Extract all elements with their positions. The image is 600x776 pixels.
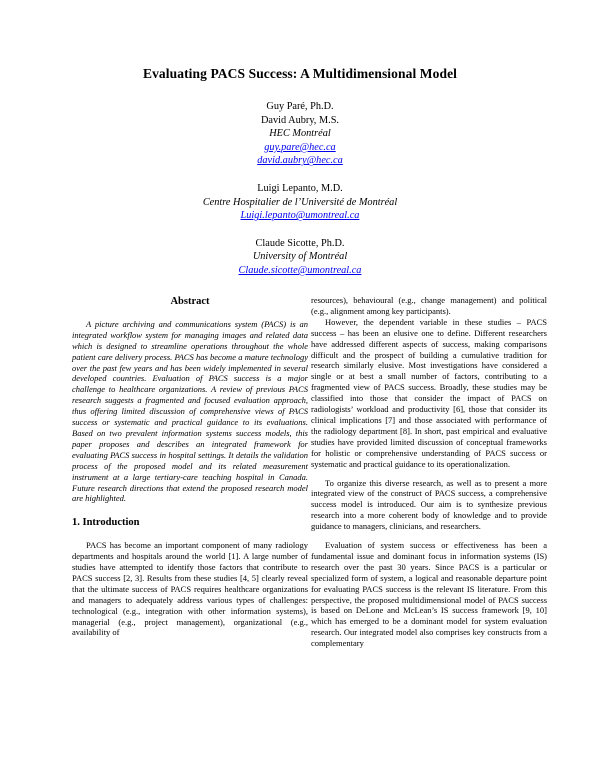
author-email-link[interactable]: guy.pare@hec.ca	[264, 141, 336, 153]
right-column	[311, 295, 547, 649]
author-email-link[interactable]: Luigi.lepanto@umontreal.ca	[240, 210, 360, 222]
body-paragraph: To organize this diverse research, as well as to present a more integrated view of the construct of PACS success, a comprehensive success model is introduced. Our aim is to synthesize previous research into a more coherent body of knowledge and to provide guidance to managers, clinicians, and researchers.	[311, 477, 547, 532]
left-column	[72, 297, 308, 638]
body-paragraph: resources), behavioural (e.g., change management) and political (e.g., alignment among key participants).	[311, 295, 547, 316]
author-name: Claude Sicotte, Ph.D.	[255, 237, 345, 249]
body-paragraph: Evaluation of system success or effectiveness has been a fundamental issue and dominant focus in information systems (IS) research over the past 30 years. Since PACS is a particular or specialized form of system, a logical and reasonable departure point for evaluating PACS success is the relevant IS literature. From this perspective, the proposed multidimensional model of PACS success is based on DeLone and McLean’s IS success framework [9, 10] which has emerged to be a dominant model for system evaluation research. Our integrated model also comprises key constructs from a complementary	[311, 540, 547, 649]
author-name: David Aubry, M.S.	[261, 114, 339, 126]
author-name: Guy Paré, Ph.D.	[266, 101, 334, 112]
author-email-link[interactable]: david.aubry@hec.ca	[257, 155, 343, 167]
author-affiliation: University of Montréal	[252, 251, 348, 263]
author-affiliation: HEC Montréal	[269, 128, 331, 140]
paper-title: Evaluating PACS Success: A Multidimensional Model	[142, 66, 458, 81]
author-block	[0, 100, 600, 278]
author-name: Luigi Lepanto, M.D.	[257, 182, 343, 194]
author-email-link[interactable]: Claude.sicotte@umontreal.ca	[238, 264, 362, 276]
abstract-heading: Abstract	[170, 296, 210, 307]
author-affiliation: Centre Hospitalier de l’Université de Montréal	[202, 196, 398, 208]
abstract-text: A picture archiving and communications system (PACS) is an integrated workflow system for managing images and related data which is designed to streamline operations throughout the whole patient care delivery process. PACS has become a mature technology over the past few years and has been widely implemented in several developed countries. Evaluation of PACS success is a major challenge to healthcare organizations. A review of previous PACS research suggests a fragmented and focused evaluation approach, thus offering limited discussion of comprehensive views of PACS success or systematic and practical guidance to its evaluations. Based on two prevalent information systems success models, this paper proposes and describes an integrated framework for evaluating PACS success in hospital settings. It details the validation process of the proposed model and its related measurement instrument at a large tertiary-care teaching hospital in Canada. Future research directions that extend the proposed research model are highlighted.	[72, 318, 308, 504]
body-paragraph: PACS has become an important component of many radiology departments and hospitals around the world [1]. A large number of studies have attempted to identify those factors that contribute to PACS success [2, 3]. Results from these studies [4, 5] clearly reveal that the ultimate success of PACS requires healthcare organizations and managers to adequately address various types of challenges: technological (e.g., integration with other information systems), managerial (e.g., project management), organizational (e.g., availability of	[72, 540, 308, 638]
body-paragraph: However, the dependent variable in these studies – PACS success – has been an elusive one to define. Different researchers have addressed different aspects of success, making comparisons difficult and the prospect of building a cumulative tradition for research similarly elusive. Most investigations have considered a single or at best a small number of factors, contributing to a fragmented view of PACS success. Broadly, these studies may be classified into those that consider the impact of PACS on radiologists’ workload and productivity [6], those that consider its clinical implications [7] and those associated with performance of the radiology department [8]. In short, past empirical and evaluative studies have provided limited discussion of conceptual frameworks for holistic or comprehensive understanding of PACS success or systematic and practical guidance to its operationalization.	[311, 316, 547, 469]
section-heading-introduction: 1. Introduction	[72, 517, 140, 529]
